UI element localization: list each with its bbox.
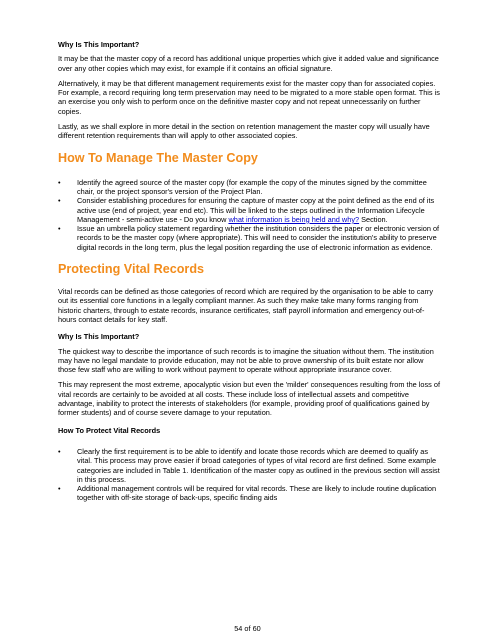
list-item-text: Issue an umbrella policy statement regarding whether the institution considers the paper or electronic version of records to be the master copy (where appropriate). This will need to consider the institution's ability to preserve digital records in the long term, plus the legal position regarding the use of electronic information as evidence. <box>77 224 440 252</box>
info-held-link[interactable]: what information is being held and why? <box>228 214 360 224</box>
paragraph: Lastly, as we shall explore in more detail in the section on retention management the master copy will usually have different retention requirements than will apply to other associated copies. <box>58 122 430 141</box>
heading-manage-master-copy: How To Manage The Master Copy <box>58 150 258 165</box>
paragraph: Vital records can be defined as those categories of record which are required by the organisation to be able to carry out its essential core functions in a legally compliant manner. As such they make take many forms ranging from historic charters, through to estate records, insurance certificates, staff payroll information and emergency out-of-hours contact details for key staff. <box>58 287 434 324</box>
list-item-text: Identify the agreed source of the master copy (for example the copy of the minutes signed by the committee chair, or the project sponsor's version of the Project Plan. <box>77 177 427 196</box>
list-item-text: Consider establishing procedures for ensuring the capture of master copy at the point defined as the end of its active use (end of project, year end etc). This will be linked to the steps outlined in the Information Lifecycle Management - semi-active use - Do you know <box>77 196 435 224</box>
section-heading-why-important: Why Is This Important? <box>58 40 140 49</box>
paragraph: It may be that the master copy of a record has additional unique properties which give it added value and significance over any other copies which may exist, for example if it contains an official signature. <box>58 54 439 73</box>
paragraph: The quickest way to describe the importance of such records is to imagine the situation without them. The institution may have no legal mandate to provide education, may not be able to prove ownership of its built estate nor allow those few staff who are willing to work without payment to operate without appropriate insurance cover. <box>58 346 434 375</box>
list-item <box>58 178 440 197</box>
page-number: 54 of 60 <box>234 624 261 633</box>
bullet-icon: • <box>58 446 61 456</box>
bullet-icon: • <box>58 196 61 206</box>
list-item <box>58 484 440 503</box>
list-item-text: Section. <box>359 214 388 224</box>
paragraph: Alternatively, it may be that different management requirements exist for the master copy than for associated copies. For example, a record requiring long term preservation may need to be migrated to a more stable open format. This is an exercise you only wish to perform once on the definitive master copy and not repeat unnecessarily on further copies. <box>58 78 440 116</box>
section-heading-why-important: Why Is This Important? <box>58 332 140 342</box>
list-item <box>58 447 440 484</box>
list-item-text: Additional management controls will be required for vital records. These are likely to include routine duplication together with off-site storage of back-ups, specific finding aids <box>77 484 437 503</box>
protect-list <box>58 447 440 503</box>
list-item <box>58 224 440 252</box>
bullet-icon: • <box>58 484 61 494</box>
heading-protecting-vital-records: Protecting Vital Records <box>58 262 205 277</box>
list-item-text: Clearly the first requirement is to be able to identify and locate those records which are deemed to qualify as vital. This process may prove easier if broad categories of types of vital record are first defined. Some example categories are included in Table 1. Identification of the master copy as outlined in the previous section will assist in this process. <box>77 446 440 484</box>
paragraph: This may represent the most extreme, apocalyptic vision but even the 'milder' consequences resulting from the loss of vital records are certainly to be avoided at all costs. These include loss of intellectual assets and competitive advantage, inability to protect the interests of stakeholders (for example, providing proof of qualifications gained by former students) and of course severe damage to your reputation. <box>58 380 441 418</box>
list-item <box>58 196 440 224</box>
manage-list <box>58 178 440 252</box>
document-page <box>58 40 440 503</box>
bullet-icon: • <box>58 224 61 234</box>
bullet-icon: • <box>58 177 61 187</box>
section-heading-protect-vital-records: How To Protect Vital Records <box>58 425 161 435</box>
